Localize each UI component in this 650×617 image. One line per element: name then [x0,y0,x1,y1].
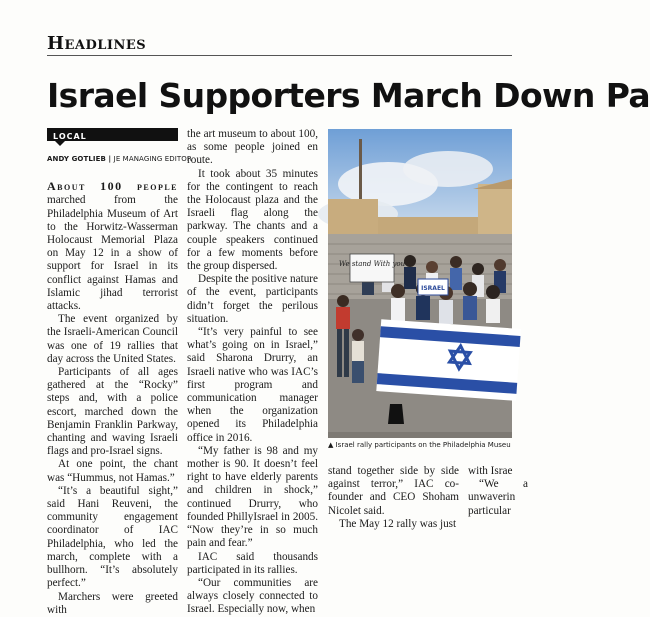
section-tag [47,128,178,145]
lead-caps: About 100 people [47,179,178,194]
paragraph: Despite the positive nature of the event, participants didn’t forget the perilous situation. [187,273,318,325]
article-column-4 [468,465,528,518]
paragraph: “It’s very painful to see what’s going on in Israel,” said Sharona Drurry, an Israeli native who was IAC’s first program and communication manager when the organization opened its Philadelphia office in 2016. [187,326,318,444]
tag-notch [55,141,65,146]
paragraph: “Our communities are always closely connected to Israel. Especially now, when [187,576,318,616]
paragraph: “It’s a beautiful sight,” said Hani Reuveni, the community engagement coordinator of IAC Philadelphia, who led the march, complete with a bullhorn. “It’s absolutely perfect.” [47,484,178,590]
paragraph: the art museum to about 100, as some people joined en route. [187,128,318,167]
article-column-1 [47,128,192,617]
paragraph: “My father is 98 and my mother is 90. It doesn’t feel right to have elderly parents and children in shock,” continued Drurry, who founded PhillyIsrael in 2005. “Now they’re in so much pain and fear.” [187,444,318,550]
lead-paragraph [47,180,178,313]
paragraph: Participants of all ages gathered at the “Rocky” steps and, with a police escort, marched down the Benjamin Franklin Parkway, chanting and waving Israeli flags and pro-Israel signs. [47,366,178,458]
photo-caption: ▲ Israel rally participants on the Philadelphia Museu [328,441,511,449]
paragraph: “We a unwaverin particular [468,478,528,517]
byline [47,153,192,166]
paragraph: IAC said thousands participated in its rallies. [187,550,318,576]
rally-sign-text: We stand With you [338,260,406,268]
byline-author: ANDY GOTLIEB [47,155,106,163]
paragraph: The event organized by the Israeli-American Council was one of 19 rallies that day across the United States. [47,313,178,365]
byline-separator: | [105,155,114,163]
section-label: Headlines [47,33,147,54]
section-rule [47,55,512,56]
paragraph: The May 12 rally was just [339,517,457,530]
lead-text: marched from the Philadelphia Museum of Art to the Horwitz-Wasserman Holocaust Memorial Plaza on May 12 in a show of support for Israel in its conflict against Hamas and Islamic jihad terrorist attacks. [47,194,178,313]
paragraph: At one point, the chant was “Hummus, not Hamas.” [47,458,178,484]
paragraph: It took about 35 minutes for the contingent to reach the Holocaust plaza and the Israeli flag along the parkway. The chants and a couple speakers continued for a few moments before the group dispersed. [187,167,318,273]
headline: Israel Supporters March Down Pa [47,76,650,115]
paragraph: with Israe [468,465,513,477]
article-column-2 [187,128,318,617]
section-tag-label: LOCAL [47,128,178,141]
rally-sign-text-2: ISRAEL [421,285,445,292]
paragraph: Marchers were greeted with [47,590,178,616]
byline-role: JE MANAGING EDITOR [113,155,192,163]
article-column-3 [328,465,459,531]
rally-photo [328,129,512,438]
paragraph: stand together side by side against terror,” IAC co-founder and CEO Shoham Nicolet said. [328,465,459,517]
